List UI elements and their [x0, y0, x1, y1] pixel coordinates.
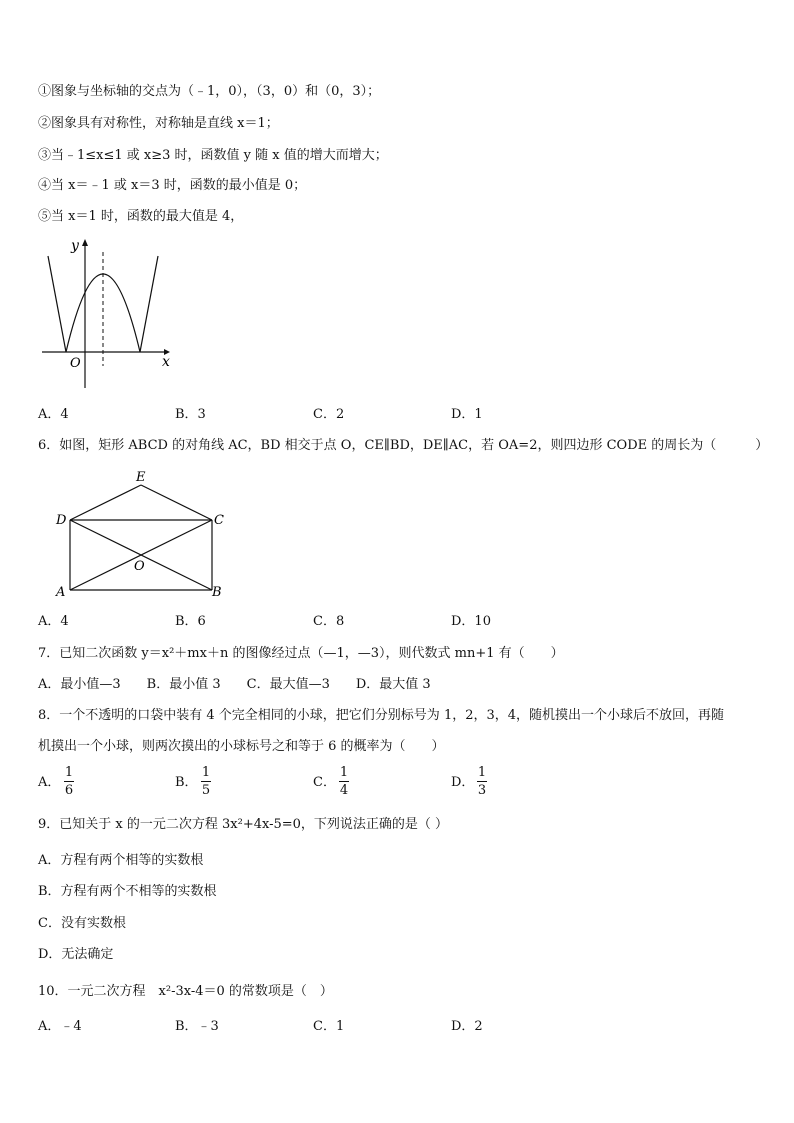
denominator: 3 — [477, 783, 487, 798]
q6-rectangle-figure — [52, 466, 232, 602]
q9-option-b[interactable]: B．方程有两个不相等的实数根 — [38, 884, 217, 899]
q9-option-d[interactable]: D．无法确定 — [38, 947, 114, 962]
function-curve-right — [140, 256, 158, 352]
numerator: 1 — [339, 765, 349, 780]
q8-option-d-letter[interactable]: D． — [451, 775, 475, 790]
q6-option-a[interactable]: A．4 — [38, 614, 69, 629]
q10-question: 10．一元二次方程 x²-3x-4＝0 的常数项是（ ） — [38, 984, 333, 999]
q7-options[interactable]: A．最小值—3 B．最小值 3 C．最大值—3 D．最大值 3 — [38, 677, 431, 692]
q5-option-c[interactable]: C．2 — [313, 407, 345, 422]
q8-question-line-1: 8．一个不透明的口袋中装有 4 个完全相同的小球，把它们分别标号为 1，2，3，4，随机摸出一个小球后不放回，再随 — [38, 708, 725, 723]
q8-option-d-fraction[interactable] — [477, 765, 487, 798]
fraction-bar — [339, 781, 349, 782]
q8-option-a-letter[interactable]: A． — [38, 775, 61, 790]
function-curve-middle — [66, 274, 140, 352]
numerator: 1 — [201, 765, 211, 780]
fraction-bar — [201, 781, 211, 782]
fraction-bar — [477, 781, 487, 782]
q5-statement-5: ⑤当 x＝1 时，函数的最大值是 4， — [38, 209, 244, 224]
edge-de — [70, 485, 141, 520]
origin-label: O — [70, 356, 81, 371]
q10-option-c[interactable]: C．1 — [313, 1019, 345, 1034]
point-b-label: B — [212, 585, 222, 600]
y-axis-arrow — [82, 239, 88, 246]
point-a-label: A — [56, 585, 66, 600]
q10-option-b[interactable]: B．﹣3 — [175, 1019, 219, 1034]
q8-option-a-fraction[interactable] — [64, 765, 74, 798]
numerator: 1 — [477, 765, 487, 780]
q5-statement-1: ①图象与坐标轴的交点为（﹣1，0），（3，0）和（0，3）； — [38, 84, 381, 99]
q5-option-b[interactable]: B．3 — [175, 407, 206, 422]
q8-question-line-2: 机摸出一个小球，则两次摸出的小球标号之和等于 6 的概率为（ ） — [38, 739, 445, 754]
denominator: 6 — [64, 783, 74, 798]
q6-option-d[interactable]: D．10 — [451, 614, 491, 629]
q5-statement-3: ③当﹣1≤x≤1 或 x≥3 时，函数值 y 随 x 值的增大而增大； — [38, 148, 388, 163]
edge-ce — [141, 485, 212, 520]
q9-option-a[interactable]: A．方程有两个相等的实数根 — [38, 853, 204, 868]
function-curve-left — [48, 256, 66, 352]
q9-option-c[interactable]: C．没有实数根 — [38, 916, 126, 931]
q8-option-c-letter[interactable]: C． — [313, 775, 336, 790]
point-d-label: D — [56, 513, 67, 528]
point-o-label: O — [134, 559, 145, 574]
q5-statement-4: ④当 x＝﹣1 或 x＝3 时，函数的最小值是 0； — [38, 178, 307, 193]
q6-option-c[interactable]: C．8 — [313, 614, 345, 629]
q9-question: 9．已知关于 x 的一元二次方程 3x²+4x-5=0，下列说法正确的是（ ） — [38, 817, 449, 832]
x-axis-label: x — [162, 354, 170, 370]
q5-function-graph — [36, 236, 176, 390]
q5-option-d[interactable]: D．1 — [451, 407, 483, 422]
q8-option-b-fraction[interactable] — [201, 765, 211, 798]
y-axis-label: y — [71, 238, 79, 254]
q10-option-a[interactable]: A．﹣4 — [38, 1019, 82, 1034]
point-c-label: C — [214, 513, 224, 528]
q5-option-a[interactable]: A．4 — [38, 407, 69, 422]
q7-question: 7．已知二次函数 y＝x²＋mx＋n 的图像经过点（—1，—3），则代数式 mn+1 有（ ） — [38, 646, 564, 661]
q6-question: 6．如图，矩形 ABCD 的对角线 AC，BD 相交于点 O，CE∥BD，DE∥AC，若 OA=2，则四边形 CODE 的周长为（ ） — [38, 438, 769, 453]
q8-option-c-fraction[interactable] — [339, 765, 349, 798]
q8-option-b-letter[interactable]: B． — [175, 775, 198, 790]
fraction-bar — [64, 781, 74, 782]
point-e-label: E — [136, 470, 146, 485]
numerator: 1 — [64, 765, 74, 780]
denominator: 4 — [339, 783, 349, 798]
q10-option-d[interactable]: D．2 — [451, 1019, 483, 1034]
denominator: 5 — [201, 783, 211, 798]
q5-statement-2: ②图象具有对称性，对称轴是直线 x＝1； — [38, 116, 279, 131]
q6-option-b[interactable]: B．6 — [175, 614, 206, 629]
